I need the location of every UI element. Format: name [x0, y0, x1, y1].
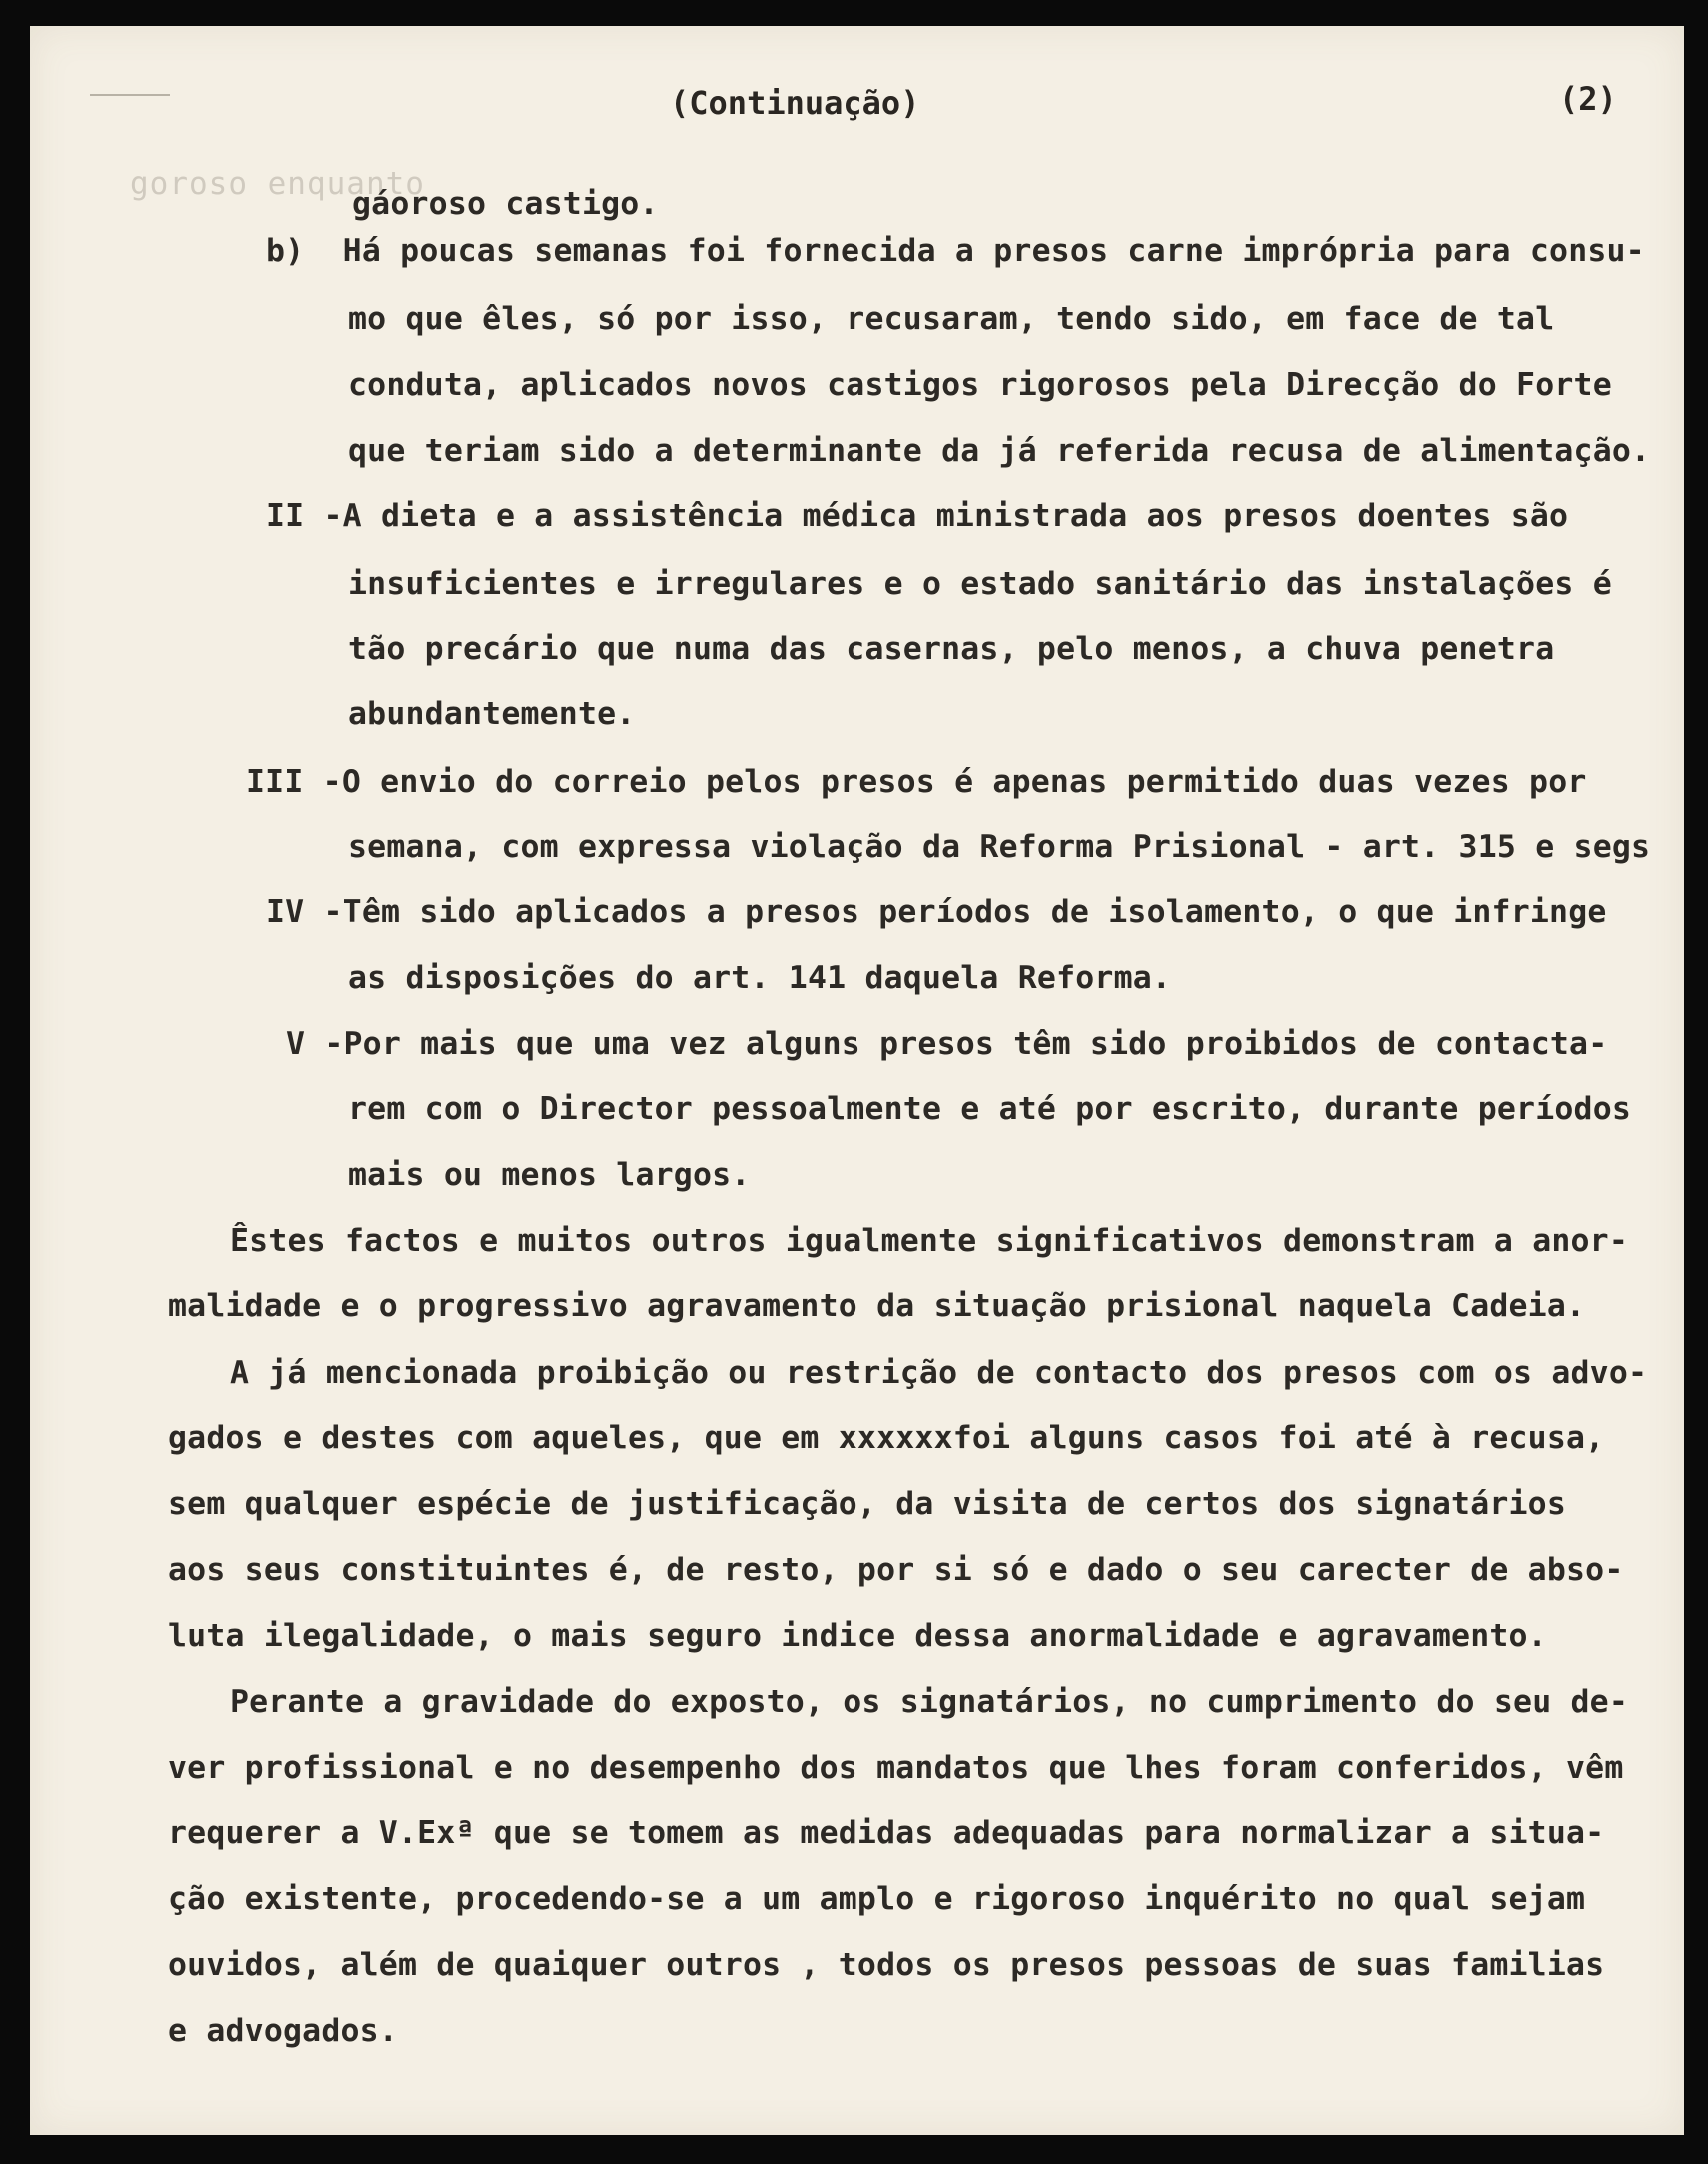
text-line: Êstes factos e muitos outros igualmente significativos demonstram a anor- [230, 1223, 1629, 1259]
text-line: A já mencionada proibição ou restrição de contacto dos presos com os advo- [230, 1355, 1648, 1391]
text-line: as disposições do art. 141 daquela Reforma. [348, 960, 1172, 996]
text-line: luta ilegalidade, o mais seguro indice dessa anormalidade e agravamento. [168, 1618, 1547, 1654]
text-line: mais ou menos largos. [348, 1157, 751, 1193]
text-line: malidade e o progressivo agravamento da situação prisional naquela Cadeia. [168, 1288, 1586, 1324]
text-line: que teriam sido a determinante da já referida recusa de alimentação. [348, 433, 1651, 469]
text-line: tão precário que numa das casernas, pelo menos, a chuva penetra [348, 631, 1555, 667]
pencil-mark [90, 94, 170, 96]
text-line: sem qualquer espécie de justificação, da visita de certos dos signatários [168, 1486, 1567, 1522]
text-line: rem com o Director pessoalmente e até por escrito, durante períodos [348, 1091, 1632, 1127]
text-line: abundantemente. [348, 696, 636, 732]
bleed-through-text: goroso enquanto [130, 166, 425, 202]
text-line: ver profissional e no desempenho dos mandatos que lhes foram conferidos, vêm [168, 1750, 1624, 1786]
text-line: Perante a gravidade do exposto, os signatários, no cumprimento do seu de- [230, 1684, 1629, 1720]
text-line: b) Há poucas semanas foi fornecida a presos carne imprópria para consu- [266, 233, 1645, 269]
text-line: IV -Têm sido aplicados a presos períodos de isolamento, o que infringe [266, 894, 1607, 930]
text-line: ção existente, procedendo-se a um amplo e rigoroso inquérito no qual sejam [168, 1881, 1586, 1917]
text-line: e advogados. [168, 2013, 398, 2049]
text-line: semana, com expressa violação da Reforma Prisional - art. 315 e segs [348, 829, 1651, 865]
text-line: gáoroso castigo. [352, 186, 659, 222]
document-page [30, 26, 1684, 2135]
text-line: III -O envio do correio pelos presos é apenas permitido duas vezes por [246, 764, 1587, 800]
text-line: insuficientes e irregulares e o estado sanitário das instalações é [348, 566, 1612, 602]
text-line: aos seus constituintes é, de resto, por si só e dado o seu carecter de abso- [168, 1552, 1624, 1588]
text-line: ouvidos, além de quaiquer outros , todos os presos pessoas de suas familias [168, 1947, 1605, 1983]
text-line: mo que êles, só por isso, recusaram, tendo sido, em face de tal [348, 301, 1555, 337]
text-line: gados e destes com aqueles, que em xxxxxxfoi alguns casos foi até à recusa, [168, 1420, 1605, 1456]
text-line: conduta, aplicados novos castigos rigorosos pela Direcção do Forte [348, 367, 1612, 403]
page-header: (Continuação) [670, 84, 920, 122]
text-line: II -A dieta e a assistência médica ministrada aos presos doentes são [266, 498, 1569, 534]
page-number: (2) [1559, 80, 1617, 118]
text-line: V -Por mais que uma vez alguns presos têm sido proibidos de contacta- [286, 1026, 1608, 1062]
text-line: requerer a V.Exª que se tomem as medidas adequadas para normalizar a situa- [168, 1815, 1605, 1851]
